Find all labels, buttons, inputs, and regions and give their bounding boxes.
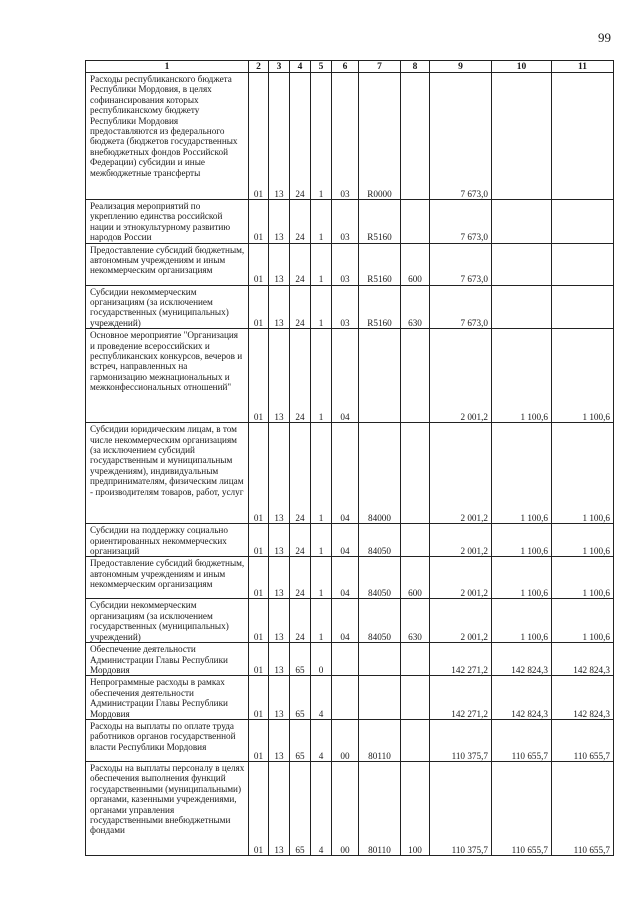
program-cell: 65	[290, 761, 311, 855]
target-article-cell: R5160	[359, 200, 401, 244]
amount-year1-cell: 2 001,2	[430, 423, 492, 524]
expense-type-cell	[401, 200, 430, 244]
amount-year2-cell	[492, 73, 552, 200]
target-article-cell: 84050	[359, 599, 401, 643]
expense-type-cell	[401, 524, 430, 557]
program-cell: 24	[290, 243, 311, 285]
table-row	[86, 285, 614, 329]
table-row	[86, 557, 614, 599]
page-number: 99	[598, 30, 611, 45]
subprogram-cell: 4	[311, 719, 332, 761]
target-article-cell: R5160	[359, 285, 401, 329]
expense-type-cell: 600	[401, 243, 430, 285]
amount-year1-cell: 7 673,0	[430, 243, 492, 285]
event-cell: 04	[332, 599, 359, 643]
amount-year1-cell: 2 001,2	[430, 599, 492, 643]
section-cell: 01	[249, 423, 269, 524]
subprogram-cell: 1	[311, 243, 332, 285]
program-cell: 24	[290, 423, 311, 524]
amount-year1-cell: 142 271,2	[430, 643, 492, 676]
amount-year3-cell: 142 824,3	[552, 676, 614, 720]
column-header: 2	[249, 61, 269, 73]
amount-year1-cell: 7 673,0	[430, 285, 492, 329]
subprogram-cell: 4	[311, 761, 332, 855]
target-article-cell: 84000	[359, 423, 401, 524]
section-cell: 01	[249, 676, 269, 720]
amount-year2-cell	[492, 285, 552, 329]
amount-year3-cell: 110 655,7	[552, 719, 614, 761]
amount-year1-cell: 7 673,0	[430, 200, 492, 244]
subsection-cell: 13	[269, 719, 290, 761]
amount-year3-cell	[552, 285, 614, 329]
section-cell: 01	[249, 599, 269, 643]
amount-year2-cell: 110 655,7	[492, 719, 552, 761]
section-cell: 01	[249, 643, 269, 676]
subprogram-cell: 1	[311, 73, 332, 200]
amount-year1-cell: 110 375,7	[430, 761, 492, 855]
budget-table	[85, 60, 614, 856]
target-article-cell: 84050	[359, 557, 401, 599]
event-cell: 03	[332, 243, 359, 285]
program-cell: 24	[290, 599, 311, 643]
column-header: 9	[430, 61, 492, 73]
row-description: Основное мероприятие "Организация и проведение всероссийских и республиканских конкурсов, вечеров и встреч, направленных на гармонизацию межнациональных и межконфессиональных отношений"	[86, 329, 249, 423]
section-cell: 01	[249, 557, 269, 599]
event-cell: 03	[332, 200, 359, 244]
target-article-cell: R0000	[359, 73, 401, 200]
amount-year2-cell: 142 824,3	[492, 643, 552, 676]
expense-type-cell	[401, 73, 430, 200]
event-cell: 03	[332, 285, 359, 329]
event-cell: 03	[332, 73, 359, 200]
table-row	[86, 761, 614, 855]
table-header-row	[86, 61, 614, 73]
event-cell: 04	[332, 557, 359, 599]
subprogram-cell: 1	[311, 599, 332, 643]
section-cell: 01	[249, 329, 269, 423]
table-row	[86, 200, 614, 244]
expense-type-cell	[401, 719, 430, 761]
table-row	[86, 73, 614, 200]
subsection-cell: 13	[269, 423, 290, 524]
subprogram-cell: 1	[311, 329, 332, 423]
subprogram-cell: 0	[311, 643, 332, 676]
expense-type-cell: 100	[401, 761, 430, 855]
section-cell: 01	[249, 524, 269, 557]
column-header: 6	[332, 61, 359, 73]
row-description: Обеспечение деятельности Администрации Главы Республики Мордовия	[86, 643, 249, 676]
subprogram-cell: 1	[311, 524, 332, 557]
expense-type-cell: 630	[401, 599, 430, 643]
amount-year1-cell: 2 001,2	[430, 524, 492, 557]
target-article-cell	[359, 643, 401, 676]
event-cell: 00	[332, 761, 359, 855]
section-cell: 01	[249, 243, 269, 285]
table-row	[86, 524, 614, 557]
subsection-cell: 13	[269, 329, 290, 423]
subsection-cell: 13	[269, 643, 290, 676]
program-cell: 24	[290, 200, 311, 244]
row-description: Непрограммные расходы в рамках обеспечения деятельности Администрации Главы Республики Мордовия	[86, 676, 249, 720]
column-header: 11	[552, 61, 614, 73]
section-cell: 01	[249, 73, 269, 200]
expense-type-cell: 600	[401, 557, 430, 599]
subprogram-cell: 1	[311, 423, 332, 524]
program-cell: 24	[290, 557, 311, 599]
subsection-cell: 13	[269, 524, 290, 557]
section-cell: 01	[249, 761, 269, 855]
amount-year1-cell: 142 271,2	[430, 676, 492, 720]
amount-year3-cell: 1 100,6	[552, 524, 614, 557]
target-article-cell	[359, 676, 401, 720]
column-header: 1	[86, 61, 249, 73]
subprogram-cell: 1	[311, 200, 332, 244]
table-row	[86, 423, 614, 524]
subsection-cell: 13	[269, 200, 290, 244]
subprogram-cell: 4	[311, 676, 332, 720]
event-cell: 04	[332, 329, 359, 423]
section-cell: 01	[249, 285, 269, 329]
amount-year3-cell: 1 100,6	[552, 423, 614, 524]
amount-year3-cell: 110 655,7	[552, 761, 614, 855]
column-header: 5	[311, 61, 332, 73]
program-cell: 65	[290, 643, 311, 676]
amount-year1-cell: 110 375,7	[430, 719, 492, 761]
event-cell: 04	[332, 524, 359, 557]
row-description: Субсидии некоммерческим организациям (за исключением государственных (муниципальных) учреждений)	[86, 285, 249, 329]
target-article-cell: R5160	[359, 243, 401, 285]
amount-year3-cell	[552, 243, 614, 285]
table-row	[86, 243, 614, 285]
program-cell: 65	[290, 676, 311, 720]
event-cell: 04	[332, 423, 359, 524]
amount-year2-cell: 1 100,6	[492, 599, 552, 643]
amount-year2-cell: 1 100,6	[492, 423, 552, 524]
target-article-cell: 80110	[359, 761, 401, 855]
target-article-cell	[359, 329, 401, 423]
target-article-cell: 80110	[359, 719, 401, 761]
expense-type-cell	[401, 423, 430, 524]
target-article-cell: 84050	[359, 524, 401, 557]
amount-year3-cell	[552, 73, 614, 200]
row-description: Расходы республиканского бюджета Республики Мордовия, в целях софинансирования которых республиканскому бюджету Республики Мордовия предоставляются из федерального бюджета (бюджетов государственных внебюджетных фондов Российской Федерации) субсидии и иные межбюджетные трансферты	[86, 73, 249, 200]
row-description: Предоставление субсидий бюджетным, автономным учреждениям и иным некоммерческим организациям	[86, 243, 249, 285]
amount-year3-cell: 1 100,6	[552, 329, 614, 423]
program-cell: 24	[290, 524, 311, 557]
amount-year1-cell: 2 001,2	[430, 557, 492, 599]
row-description: Предоставление субсидий бюджетным, автономным учреждениям и иным некоммерческим организациям	[86, 557, 249, 599]
table-row	[86, 329, 614, 423]
row-description: Субсидии некоммерческим организациям (за исключением государственных (муниципальных) учреждений)	[86, 599, 249, 643]
expense-type-cell	[401, 329, 430, 423]
amount-year1-cell: 2 001,2	[430, 329, 492, 423]
amount-year2-cell: 110 655,7	[492, 761, 552, 855]
program-cell: 24	[290, 285, 311, 329]
program-cell: 24	[290, 329, 311, 423]
row-description: Субсидии на поддержку социально ориентированных некоммерческих организаций	[86, 524, 249, 557]
amount-year2-cell	[492, 200, 552, 244]
row-description: Расходы на выплаты по оплате труда работников органов государственной власти Республики Мордовия	[86, 719, 249, 761]
budget-table-container	[85, 60, 613, 856]
event-cell: 00	[332, 719, 359, 761]
expense-type-cell: 630	[401, 285, 430, 329]
column-header: 3	[269, 61, 290, 73]
amount-year3-cell	[552, 200, 614, 244]
column-header: 7	[359, 61, 401, 73]
column-header: 10	[492, 61, 552, 73]
column-header: 4	[290, 61, 311, 73]
subsection-cell: 13	[269, 761, 290, 855]
program-cell: 65	[290, 719, 311, 761]
amount-year2-cell: 1 100,6	[492, 557, 552, 599]
subsection-cell: 13	[269, 599, 290, 643]
subsection-cell: 13	[269, 243, 290, 285]
section-cell: 01	[249, 719, 269, 761]
amount-year3-cell: 142 824,3	[552, 643, 614, 676]
amount-year2-cell: 142 824,3	[492, 676, 552, 720]
subsection-cell: 13	[269, 285, 290, 329]
subprogram-cell: 1	[311, 557, 332, 599]
amount-year3-cell: 1 100,6	[552, 599, 614, 643]
event-cell	[332, 676, 359, 720]
subsection-cell: 13	[269, 557, 290, 599]
subsection-cell: 13	[269, 676, 290, 720]
row-description: Расходы на выплаты персоналу в целях обеспечения выполнения функций государственными (муниципальными) органами, казенными учреждениями, органами управления государственными внебюджетными фондами	[86, 761, 249, 855]
amount-year3-cell: 1 100,6	[552, 557, 614, 599]
table-row	[86, 643, 614, 676]
subprogram-cell: 1	[311, 285, 332, 329]
row-description: Субсидии юридическим лицам, в том числе некоммерческим организациям (за исключением субсидий государственным и муниципальным учреждениям), индивидуальным предпринимателям, физическим лицам - производителям товаров, работ, услуг	[86, 423, 249, 524]
amount-year2-cell: 1 100,6	[492, 329, 552, 423]
program-cell: 24	[290, 73, 311, 200]
amount-year2-cell: 1 100,6	[492, 524, 552, 557]
expense-type-cell	[401, 676, 430, 720]
column-header: 8	[401, 61, 430, 73]
amount-year1-cell: 7 673,0	[430, 73, 492, 200]
amount-year2-cell	[492, 243, 552, 285]
event-cell	[332, 643, 359, 676]
table-row	[86, 599, 614, 643]
subsection-cell: 13	[269, 73, 290, 200]
table-row	[86, 719, 614, 761]
expense-type-cell	[401, 643, 430, 676]
table-row	[86, 676, 614, 720]
section-cell: 01	[249, 200, 269, 244]
row-description: Реализация мероприятий по укреплению единства российской нации и этнокультурному развитию народов России	[86, 200, 249, 244]
